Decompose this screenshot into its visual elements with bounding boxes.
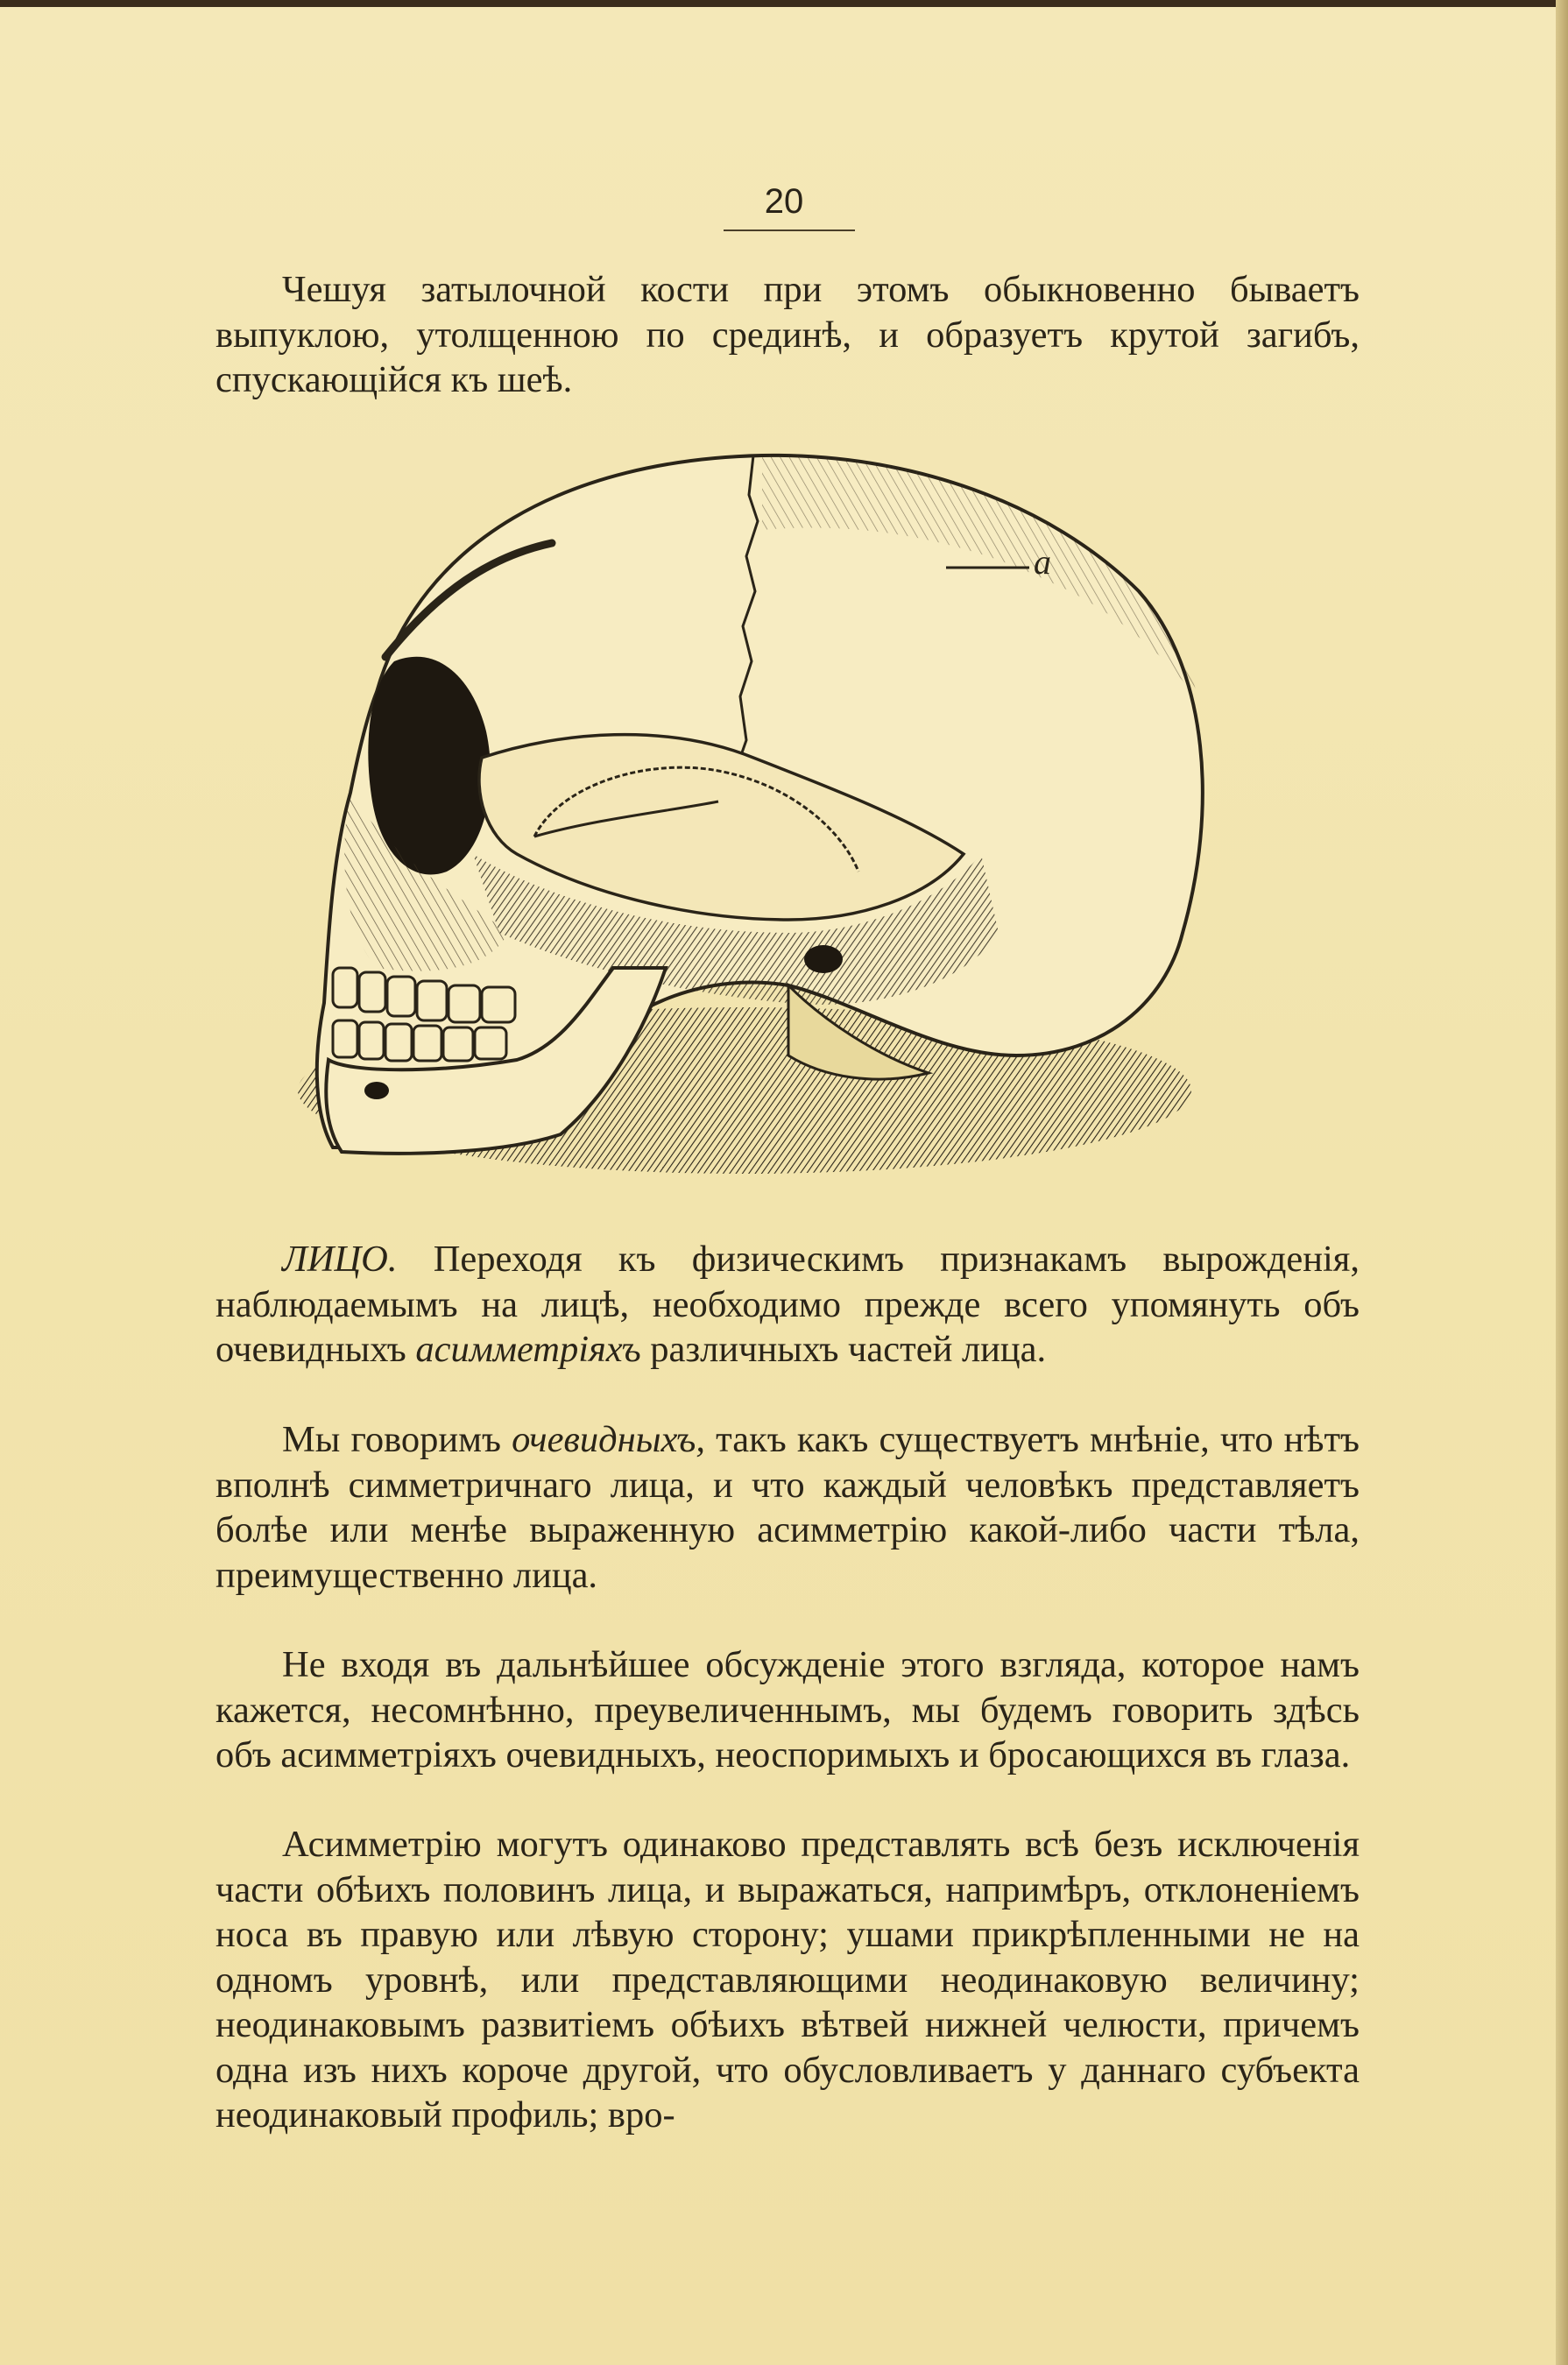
label-a: a [1034,542,1051,582]
paragraph-face-text-a: Переходя къ физическимъ признакамъ вырожденія, наблюдаемымъ на лицѣ, необходимо прежде всего упомянуть объ очевидныхъ [215,1239,1360,1370]
paragraph-asymmetry: Асимметрію могутъ одинаково представлять всѣ безъ исключенія части обѣихъ половинъ лица, и выражаться, напримѣръ, отклоненіемъ носа въ правую или лѣвую сторону; ушами прикрѣпленными не на одномъ уровнѣ, или представляющими неодинаковую величину; неодинаковымъ развитіемъ обѣихъ вѣтвей нижней челюсти, причемъ одна изъ нихъ короче другой, что обусловливаетъ у даннаго субъекта неодинаковый профиль; вро- [215,1824,1360,2136]
paragraph-obvious-emphasis: очевидныхъ, [512,1419,705,1460]
paragraph-obvious-text-a: Мы говоримъ [282,1419,512,1460]
paragraph-occipital-scale: Чешуя затылочной кости при этомъ обыкновенно бываетъ выпуклою, утолщенною по срединѣ, и образуетъ крутой загибъ, спускающійся къ шеѣ. [215,269,1360,400]
section-heading-face: ЛИЦО. [282,1239,398,1280]
page-number: 20 [764,182,804,221]
ear-opening [804,945,843,973]
page-top-edge [0,0,1568,7]
paragraph-face-text-b: различныхъ частей лица. [640,1329,1047,1370]
mental-foramen [364,1082,389,1099]
paragraph-discussion: Не входя въ дальнѣйшее обсужденіе этого взгляда, которое намъ кажется, несомнѣнно, преувеличеннымъ, мы будемъ говорить здѣсь объ асимметріяхъ очевидныхъ, неоспоримыхъ и бросающихся въ глаза. [215,1644,1360,1776]
page-right-edge [1556,0,1568,2365]
paragraph-face-emphasis: асимметріяхъ [415,1329,641,1370]
page-number-rule [724,229,855,231]
paragraph-obvious [215,1417,1360,1598]
paragraph-obvious-text-b: такъ какъ существуетъ мнѣніе, что нѣтъ вполнѣ симметричнаго лица, и что каждый человѣкъ представляетъ болѣе или менѣе выраженную асимметрію какой-либо части тѣла, преимущественно лица. [215,1419,1360,1596]
lower-teeth [333,1020,506,1061]
skull-illustration [298,442,1279,1204]
paragraph-face [215,1237,1360,1373]
